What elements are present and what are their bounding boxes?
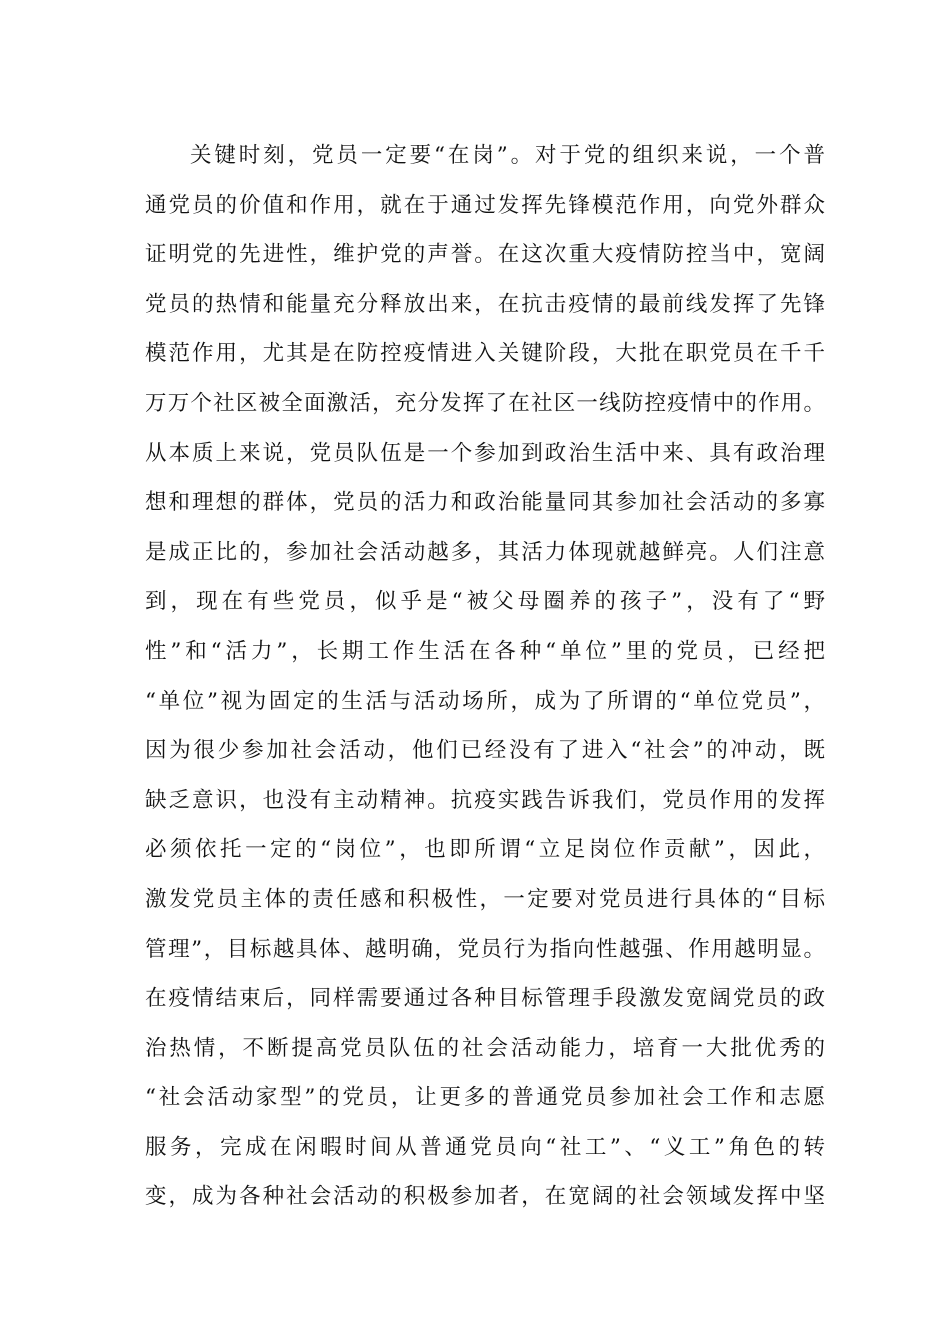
paragraph-line: 激发党员主体的责任感和积极性，一定要对党员进行具体的“目标 [145,886,825,912]
paragraph-line: 关键时刻，党员一定要“在岗”。对于党的组织来说，一个普 [190,143,825,168]
paragraph-line: 治热情，不断提高党员队伍的社会活动能力，培育一大批优秀的 [145,1035,825,1061]
paragraph-line: 变，成为各种社会活动的积极参加者，在宽阔的社会领域发挥中坚 [145,1184,825,1210]
paragraph-line: 在疫情结束后，同样需要通过各种目标管理手段激发宽阔党员的政 [145,986,825,1012]
paragraph-line: “单位”视为固定的生活与活动场所，成为了所谓的“单位党员”， [145,688,825,714]
paragraph-line: 通党员的价值和作用，就在于通过发挥先锋模范作用，向党外群众 [145,192,825,218]
paragraph-line: “社会活动家型”的党员，让更多的普通党员参加社会工作和志愿 [145,1085,825,1111]
paragraph-line: 服务，完成在闲暇时间从普通党员向“社工”、“义工”角色的转 [145,1134,825,1160]
paragraph-line: 缺乏意识，也没有主动精神。抗疫实践告诉我们，党员作用的发挥 [145,787,825,813]
paragraph-line: 证明党的先进性，维护党的声誉。在这次重大疫情防控当中，宽阔 [145,242,825,268]
paragraph-line: 到，现在有些党员，似乎是“被父母圈养的孩子”，没有了“野 [145,589,825,615]
paragraph-line: 党员的热情和能量充分释放出来，在抗击疫情的最前线发挥了先锋 [145,291,825,317]
paragraph-line: 万万个社区被全面激活，充分发挥了在社区一线防控疫情中的作用。 [145,390,825,416]
paragraph-line: 模范作用，尤其是在防控疫情进入关键阶段，大批在职党员在千千 [145,341,825,367]
paragraph-line: 管理”，目标越具体、越明确，党员行为指向性越强、作用越明显。 [145,936,825,962]
body-paragraph [145,131,825,1222]
paragraph-line: 想和理想的群体，党员的活力和政治能量同其参加社会活动的多寡 [145,490,825,516]
paragraph-line: 性”和“活力”，长期工作生活在各种“单位”里的党员，已经把 [145,638,825,664]
paragraph-line: 从本质上来说，党员队伍是一个参加到政治生活中来、具有政治理 [145,440,825,466]
paragraph-line: 是成正比的，参加社会活动越多，其活力体现就越鲜亮。人们注意 [145,539,825,565]
paragraph-line: 因为很少参加社会活动，他们已经没有了进入“社会”的冲动，既 [145,738,825,764]
paragraph-line: 必须依托一定的“岗位”，也即所谓“立足岗位作贡献”，因此， [145,837,825,863]
